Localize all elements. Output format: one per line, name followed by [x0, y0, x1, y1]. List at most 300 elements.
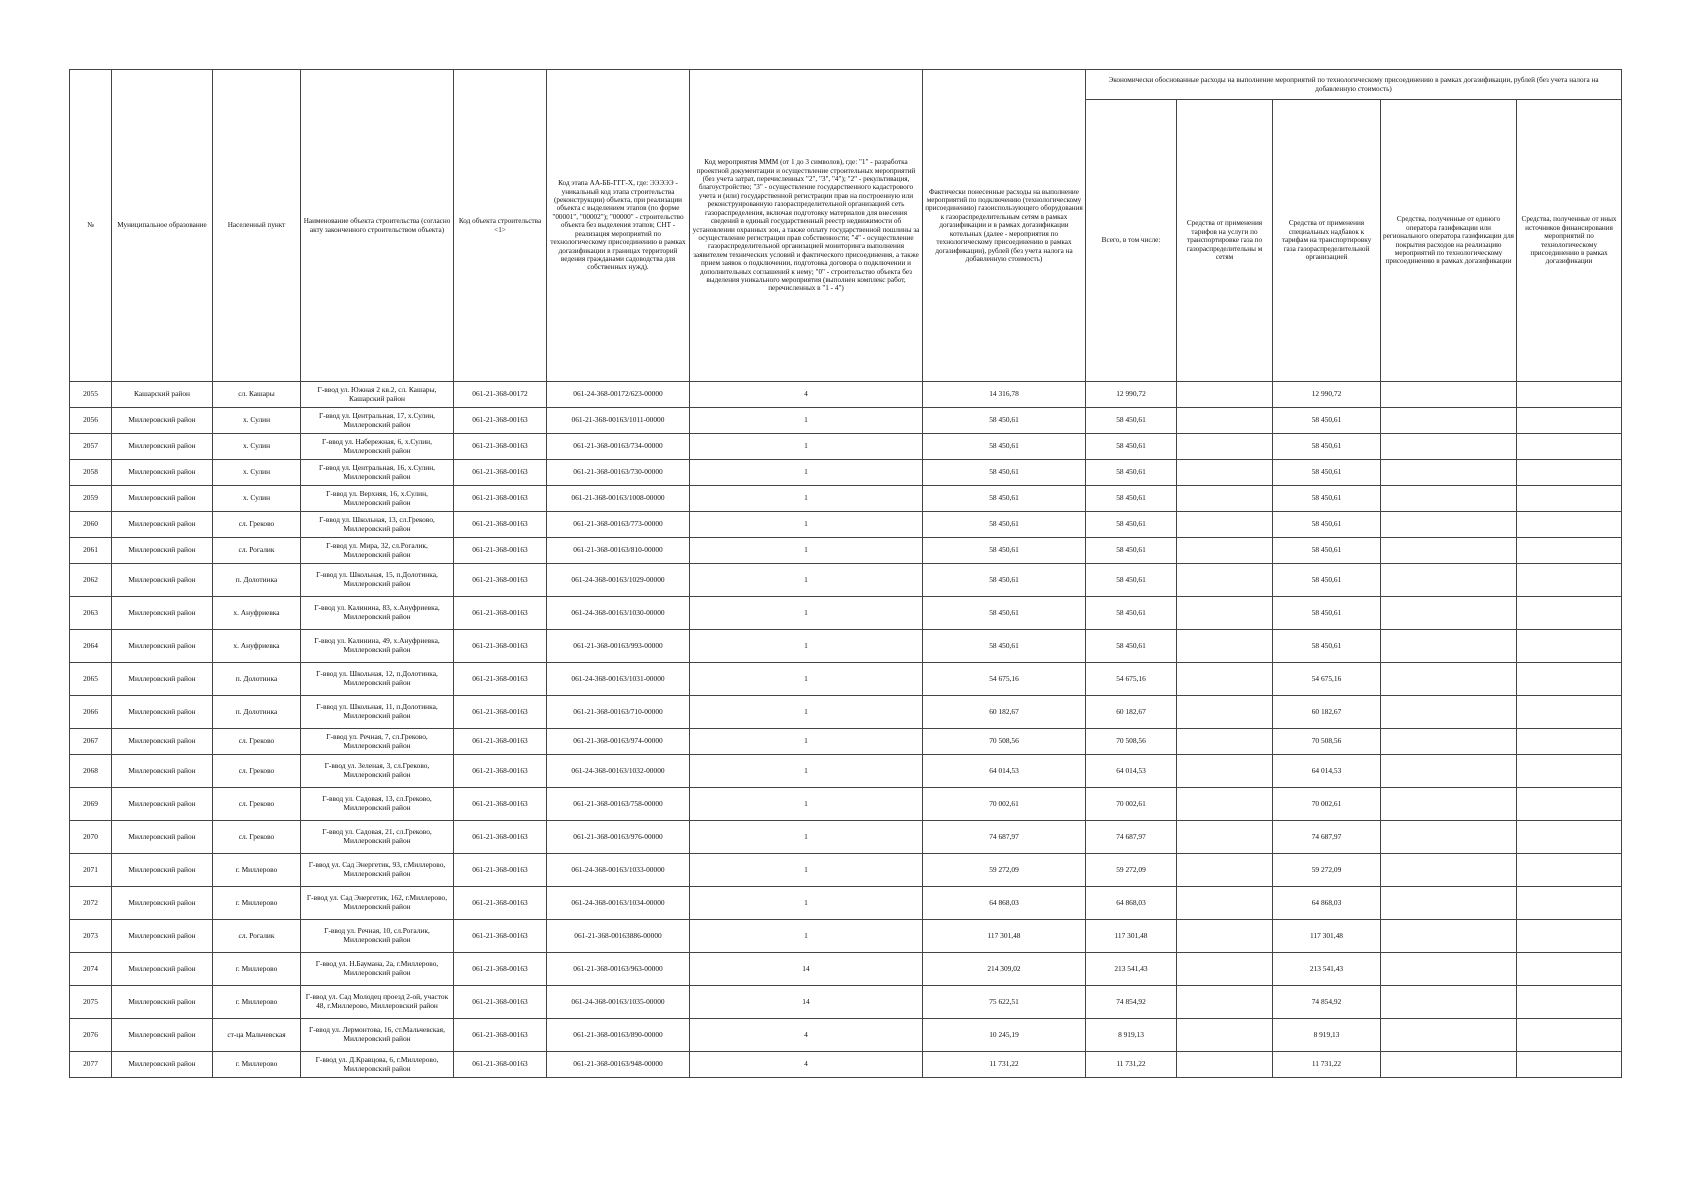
- cell-settlement: х. Сулин: [213, 408, 301, 434]
- cell-actual-expenses: 58 450,61: [923, 486, 1086, 512]
- cell-settlement: г. Миллерово: [213, 854, 301, 887]
- cell-activity-code: 1: [690, 512, 923, 538]
- cell-total: 74 687,97: [1086, 821, 1177, 854]
- cell-municipality: Миллеровский район: [112, 663, 213, 696]
- cell-tariff-funds: [1177, 460, 1273, 486]
- gasification-expenses-table: [69, 69, 1622, 1078]
- cell-object-code: 061-21-368-00163: [454, 408, 547, 434]
- cell-actual-expenses: 10 245,19: [923, 1019, 1086, 1052]
- cell-number: 2061: [70, 538, 112, 564]
- cell-tariff-funds: [1177, 953, 1273, 986]
- cell-number: 2070: [70, 821, 112, 854]
- cell-other-funds: [1517, 696, 1622, 729]
- cell-other-funds: [1517, 564, 1622, 597]
- cell-tariff-funds: [1177, 729, 1273, 755]
- cell-activity-code: 1: [690, 887, 923, 920]
- cell-total: 117 301,48: [1086, 920, 1177, 953]
- table-row: [70, 920, 1622, 953]
- cell-number: 2069: [70, 788, 112, 821]
- cell-municipality: Миллеровский район: [112, 1052, 213, 1078]
- table-row: [70, 887, 1622, 920]
- cell-tariff-funds: [1177, 1019, 1273, 1052]
- cell-actual-expenses: 58 450,61: [923, 408, 1086, 434]
- cell-total: 70 508,56: [1086, 729, 1177, 755]
- cell-actual-expenses: 58 450,61: [923, 460, 1086, 486]
- cell-surcharge-funds: 70 508,56: [1273, 729, 1381, 755]
- cell-total: 58 450,61: [1086, 630, 1177, 663]
- cell-total: 64 014,53: [1086, 755, 1177, 788]
- cell-actual-expenses: 58 450,61: [923, 564, 1086, 597]
- cell-surcharge-funds: 59 272,09: [1273, 854, 1381, 887]
- cell-object-name: Г-ввод ул. Садовая, 13, сл.Греково, Миллеровский район: [301, 788, 454, 821]
- cell-object-name: Г-ввод ул. Сад Молодец проезд 2-ой, участок 48, г.Миллерово, Миллеровский район: [301, 986, 454, 1019]
- cell-number: 2055: [70, 382, 112, 408]
- cell-object-name: Г-ввод ул. Сад Энергетик, 162, г.Миллерово, Миллеровский район: [301, 887, 454, 920]
- cell-activity-code: 1: [690, 538, 923, 564]
- cell-settlement: сл. Греково: [213, 821, 301, 854]
- cell-activity-code: 1: [690, 663, 923, 696]
- cell-stage-code: 061-21-368-00163/948-00000: [547, 1052, 690, 1078]
- cell-number: 2062: [70, 564, 112, 597]
- cell-settlement: х. Ануфриевка: [213, 630, 301, 663]
- cell-tariff-funds: [1177, 564, 1273, 597]
- cell-operator-funds: [1381, 630, 1517, 663]
- cell-number: 2072: [70, 887, 112, 920]
- cell-object-code: 061-21-368-00163: [454, 1019, 547, 1052]
- cell-operator-funds: [1381, 887, 1517, 920]
- cell-object-name: Г-ввод ул. Зеленая, 3, сл.Греково, Миллеровский район: [301, 755, 454, 788]
- header-operator-funds: Средства, полученные от единого оператора газификации или регионального оператора газификации для покрытия расходов на реализацию мероприятий по технологическому присоединению в рамках догазификации: [1381, 100, 1517, 382]
- cell-object-code: 061-21-368-00163: [454, 953, 547, 986]
- cell-municipality: Миллеровский район: [112, 564, 213, 597]
- cell-operator-funds: [1381, 460, 1517, 486]
- cell-total: 58 450,61: [1086, 564, 1177, 597]
- cell-other-funds: [1517, 788, 1622, 821]
- table-row: [70, 755, 1622, 788]
- cell-actual-expenses: 58 450,61: [923, 538, 1086, 564]
- cell-tariff-funds: [1177, 663, 1273, 696]
- cell-object-code: 061-21-368-00163: [454, 486, 547, 512]
- cell-total: 54 675,16: [1086, 663, 1177, 696]
- cell-tariff-funds: [1177, 854, 1273, 887]
- cell-total: 11 731,22: [1086, 1052, 1177, 1078]
- cell-object-code: 061-21-368-00163: [454, 986, 547, 1019]
- cell-settlement: ст-ца Мальчевская: [213, 1019, 301, 1052]
- cell-number: 2063: [70, 597, 112, 630]
- cell-activity-code: 1: [690, 564, 923, 597]
- cell-municipality: Миллеровский район: [112, 538, 213, 564]
- header-settlement: Населенный пункт: [213, 70, 301, 382]
- cell-surcharge-funds: 64 868,03: [1273, 887, 1381, 920]
- cell-object-code: 061-21-368-00163: [454, 512, 547, 538]
- cell-stage-code: 061-24-368-00163/1034-00000: [547, 887, 690, 920]
- cell-municipality: Миллеровский район: [112, 887, 213, 920]
- cell-object-name: Г-ввод ул. Школьная, 12, п.Долотинка, Миллеровский район: [301, 663, 454, 696]
- cell-municipality: Миллеровский район: [112, 630, 213, 663]
- cell-tariff-funds: [1177, 887, 1273, 920]
- cell-municipality: Миллеровский район: [112, 696, 213, 729]
- cell-stage-code: 061-21-368-00163/974-00000: [547, 729, 690, 755]
- cell-settlement: сл. Рогалик: [213, 920, 301, 953]
- cell-actual-expenses: 58 450,61: [923, 434, 1086, 460]
- cell-operator-funds: [1381, 486, 1517, 512]
- cell-total: 58 450,61: [1086, 512, 1177, 538]
- cell-number: 2071: [70, 854, 112, 887]
- cell-number: 2073: [70, 920, 112, 953]
- cell-operator-funds: [1381, 564, 1517, 597]
- table-row: [70, 486, 1622, 512]
- cell-operator-funds: [1381, 382, 1517, 408]
- cell-stage-code: 061-21-368-00163/1011-00000: [547, 408, 690, 434]
- table-row: [70, 696, 1622, 729]
- cell-total: 58 450,61: [1086, 408, 1177, 434]
- cell-number: 2065: [70, 663, 112, 696]
- cell-municipality: Миллеровский район: [112, 953, 213, 986]
- cell-other-funds: [1517, 460, 1622, 486]
- cell-actual-expenses: 64 014,53: [923, 755, 1086, 788]
- cell-municipality: Миллеровский район: [112, 1019, 213, 1052]
- cell-activity-code: 14: [690, 986, 923, 1019]
- table-row: [70, 788, 1622, 821]
- cell-object-code: 061-21-368-00163: [454, 821, 547, 854]
- cell-settlement: х. Ануфриевка: [213, 597, 301, 630]
- cell-other-funds: [1517, 538, 1622, 564]
- cell-settlement: сл. Рогалик: [213, 538, 301, 564]
- cell-object-code: 061-21-368-00163: [454, 920, 547, 953]
- cell-activity-code: 1: [690, 597, 923, 630]
- cell-number: 2064: [70, 630, 112, 663]
- cell-operator-funds: [1381, 788, 1517, 821]
- cell-surcharge-funds: 54 675,16: [1273, 663, 1381, 696]
- cell-settlement: х. Сулин: [213, 486, 301, 512]
- cell-activity-code: 1: [690, 854, 923, 887]
- table-row: [70, 538, 1622, 564]
- table-row: [70, 986, 1622, 1019]
- cell-stage-code: 061-24-368-00163/1030-00000: [547, 597, 690, 630]
- cell-operator-funds: [1381, 663, 1517, 696]
- cell-settlement: сл. Греково: [213, 755, 301, 788]
- header-number: №: [70, 70, 112, 382]
- cell-object-code: 061-21-368-00163: [454, 755, 547, 788]
- cell-operator-funds: [1381, 729, 1517, 755]
- cell-stage-code: 061-21-368-00163/710-00000: [547, 696, 690, 729]
- cell-other-funds: [1517, 382, 1622, 408]
- cell-activity-code: 1: [690, 434, 923, 460]
- cell-municipality: Миллеровский район: [112, 434, 213, 460]
- cell-total: 213 541,43: [1086, 953, 1177, 986]
- cell-stage-code: 061-24-368-00163/1035-00000: [547, 986, 690, 1019]
- cell-actual-expenses: 14 316,78: [923, 382, 1086, 408]
- cell-other-funds: [1517, 755, 1622, 788]
- cell-settlement: г. Миллерово: [213, 887, 301, 920]
- cell-activity-code: 1: [690, 755, 923, 788]
- cell-municipality: Миллеровский район: [112, 512, 213, 538]
- cell-number: 2060: [70, 512, 112, 538]
- cell-surcharge-funds: 11 731,22: [1273, 1052, 1381, 1078]
- cell-object-name: Г-ввод ул. Сад Энергетик, 93, г.Миллерово, Миллеровский район: [301, 854, 454, 887]
- cell-settlement: г. Миллерово: [213, 1052, 301, 1078]
- cell-stage-code: 061-21-368-00163886-00000: [547, 920, 690, 953]
- cell-other-funds: [1517, 486, 1622, 512]
- cell-actual-expenses: 70 508,56: [923, 729, 1086, 755]
- cell-actual-expenses: 60 182,67: [923, 696, 1086, 729]
- cell-activity-code: 1: [690, 460, 923, 486]
- cell-object-code: 061-21-368-00163: [454, 434, 547, 460]
- cell-object-code: 061-21-368-00163: [454, 564, 547, 597]
- cell-tariff-funds: [1177, 486, 1273, 512]
- cell-surcharge-funds: 117 301,48: [1273, 920, 1381, 953]
- cell-settlement: г. Миллерово: [213, 953, 301, 986]
- cell-other-funds: [1517, 887, 1622, 920]
- cell-other-funds: [1517, 512, 1622, 538]
- cell-total: 58 450,61: [1086, 538, 1177, 564]
- cell-surcharge-funds: 74 854,92: [1273, 986, 1381, 1019]
- cell-surcharge-funds: 12 990,72: [1273, 382, 1381, 408]
- cell-object-code: 061-21-368-00163: [454, 696, 547, 729]
- cell-stage-code: 061-21-368-00163/963-00000: [547, 953, 690, 986]
- cell-number: 2058: [70, 460, 112, 486]
- cell-actual-expenses: 58 450,61: [923, 630, 1086, 663]
- cell-object-name: Г-ввод ул. Н.Баумана, 2а, г.Миллерово, Миллеровский район: [301, 953, 454, 986]
- cell-other-funds: [1517, 821, 1622, 854]
- cell-stage-code: 061-21-368-00163/730-00000: [547, 460, 690, 486]
- table-body: [70, 382, 1622, 1078]
- cell-other-funds: [1517, 663, 1622, 696]
- cell-municipality: Миллеровский район: [112, 729, 213, 755]
- cell-stage-code: 061-21-368-00163/1008-00000: [547, 486, 690, 512]
- cell-municipality: Миллеровский район: [112, 755, 213, 788]
- cell-surcharge-funds: 74 687,97: [1273, 821, 1381, 854]
- table-row: [70, 821, 1622, 854]
- cell-activity-code: 4: [690, 1052, 923, 1078]
- cell-number: 2068: [70, 755, 112, 788]
- header-actual-expenses: Фактически понесенные расходы на выполнение мероприятий по подключению (технологическому присоединению) газоиспользующего оборудования к газораспределительным сетям в рамках догазификации и в рамках догазификации котельных (далее - мероприятия по технологическому присоединению в рамках догазификации), рублей (без учета налога на добавленную стоимость): [923, 70, 1086, 382]
- cell-total: 60 182,67: [1086, 696, 1177, 729]
- cell-settlement: п. Долотинка: [213, 564, 301, 597]
- cell-operator-funds: [1381, 1019, 1517, 1052]
- cell-total: 64 868,03: [1086, 887, 1177, 920]
- cell-object-code: 061-21-368-00163: [454, 788, 547, 821]
- cell-actual-expenses: 58 450,61: [923, 597, 1086, 630]
- cell-activity-code: 4: [690, 1019, 923, 1052]
- cell-activity-code: 4: [690, 382, 923, 408]
- cell-municipality: Миллеровский район: [112, 408, 213, 434]
- header-surcharge-funds: Средства от применения специальных надбавок к тарифам на транспортировку газа газораспределительной организацией: [1273, 100, 1381, 382]
- table-row: [70, 1019, 1622, 1052]
- cell-object-name: Г-ввод ул. Мира, 32, сл.Рогалик, Миллеровский район: [301, 538, 454, 564]
- cell-stage-code: 061-21-368-00163/758-00000: [547, 788, 690, 821]
- cell-stage-code: 061-24-368-00163/1033-00000: [547, 854, 690, 887]
- cell-object-code: 061-21-368-00163: [454, 630, 547, 663]
- cell-settlement: сл. Кашары: [213, 382, 301, 408]
- cell-tariff-funds: [1177, 538, 1273, 564]
- cell-actual-expenses: 64 868,03: [923, 887, 1086, 920]
- cell-surcharge-funds: 58 450,61: [1273, 408, 1381, 434]
- cell-surcharge-funds: 70 002,61: [1273, 788, 1381, 821]
- cell-other-funds: [1517, 920, 1622, 953]
- cell-object-code: 061-21-368-00163: [454, 729, 547, 755]
- cell-municipality: Миллеровский район: [112, 460, 213, 486]
- cell-object-name: Г-ввод ул. Набережная, 6, х.Сулин, Миллеровский район: [301, 434, 454, 460]
- cell-actual-expenses: 59 272,09: [923, 854, 1086, 887]
- cell-total: 74 854,92: [1086, 986, 1177, 1019]
- cell-number: 2066: [70, 696, 112, 729]
- cell-operator-funds: [1381, 920, 1517, 953]
- cell-municipality: Миллеровский район: [112, 920, 213, 953]
- cell-total: 8 919,13: [1086, 1019, 1177, 1052]
- cell-operator-funds: [1381, 1052, 1517, 1078]
- cell-activity-code: 1: [690, 821, 923, 854]
- cell-settlement: х. Сулин: [213, 460, 301, 486]
- header-object-name: Наименование объекта строительства (согласно акту законченного строительством объекта): [301, 70, 454, 382]
- cell-settlement: п. Долотинка: [213, 696, 301, 729]
- cell-tariff-funds: [1177, 821, 1273, 854]
- cell-operator-funds: [1381, 434, 1517, 460]
- cell-settlement: сл. Греково: [213, 512, 301, 538]
- cell-total: 58 450,61: [1086, 460, 1177, 486]
- cell-other-funds: [1517, 1052, 1622, 1078]
- cell-object-code: 061-21-368-00163: [454, 887, 547, 920]
- cell-other-funds: [1517, 408, 1622, 434]
- table-row: [70, 854, 1622, 887]
- table-row: [70, 512, 1622, 538]
- cell-other-funds: [1517, 1019, 1622, 1052]
- cell-object-name: Г-ввод ул. Речная, 10, сл.Рогалик, Миллеровский район: [301, 920, 454, 953]
- cell-tariff-funds: [1177, 920, 1273, 953]
- cell-operator-funds: [1381, 986, 1517, 1019]
- cell-actual-expenses: 75 622,51: [923, 986, 1086, 1019]
- cell-other-funds: [1517, 597, 1622, 630]
- cell-number: 2059: [70, 486, 112, 512]
- table-row: [70, 1052, 1622, 1078]
- table-row: [70, 663, 1622, 696]
- cell-tariff-funds: [1177, 630, 1273, 663]
- cell-settlement: сл. Греково: [213, 729, 301, 755]
- cell-total: 59 272,09: [1086, 854, 1177, 887]
- cell-surcharge-funds: 58 450,61: [1273, 486, 1381, 512]
- cell-surcharge-funds: 58 450,61: [1273, 434, 1381, 460]
- cell-operator-funds: [1381, 696, 1517, 729]
- cell-object-code: 061-21-368-00163: [454, 1052, 547, 1078]
- header-other-funds: Средства, полученные от иных источников финансирования мероприятий по технологическому присоединению в рамках догазификации: [1517, 100, 1622, 382]
- cell-surcharge-funds: 58 450,61: [1273, 597, 1381, 630]
- cell-stage-code: 061-21-368-00163/773-00000: [547, 512, 690, 538]
- cell-object-code: 061-21-368-00172: [454, 382, 547, 408]
- cell-number: 2075: [70, 986, 112, 1019]
- header-activity-code: Код мероприятия МММ (от 1 до 3 символов), где: "1" - разработка проектной документации и осуществление строительных мероприятий (без учета затрат, перечисленных "2", "3", "4"); "2" - рекультивация, благоустройство; "3" - осуществление государственного кадастрового учета и (или) государственной регистрации прав на построенную или реконструированную газораспределительной организацией сеть газораспределения, включая подготовку материалов для внесения сведений в единый государственный реестр недвижимости об установлении охранных зон, а также оплату государственной пошлины за осуществление регистрации прав собственности; "4" - осуществление газораспределительной организацией мониторинга выполнения заявителем технических условий и фактического присоединения, а также прием заявок о подключении, подготовка договора о подключении и дополнительных соглашений к нему; "0" - строительство объекта без выделения уникального мероприятия (выполнен комплекс работ, перечисленных в "1 - 4"): [690, 70, 923, 382]
- cell-stage-code: 061-21-368-00163/993-00000: [547, 630, 690, 663]
- cell-activity-code: 14: [690, 953, 923, 986]
- cell-object-name: Г-ввод ул. Калинина, 83, х.Ануфриевка, Миллеровский район: [301, 597, 454, 630]
- cell-municipality: Кашарский район: [112, 382, 213, 408]
- table-row: [70, 630, 1622, 663]
- cell-activity-code: 1: [690, 696, 923, 729]
- cell-number: 2076: [70, 1019, 112, 1052]
- cell-tariff-funds: [1177, 434, 1273, 460]
- header-object-code: Код объекта строительства <1>: [454, 70, 547, 382]
- cell-object-code: 061-21-368-00163: [454, 460, 547, 486]
- cell-surcharge-funds: 58 450,61: [1273, 460, 1381, 486]
- cell-activity-code: 1: [690, 920, 923, 953]
- cell-operator-funds: [1381, 512, 1517, 538]
- cell-other-funds: [1517, 953, 1622, 986]
- cell-tariff-funds: [1177, 986, 1273, 1019]
- cell-object-name: Г-ввод ул. Садовая, 21, сл.Греково, Миллеровский район: [301, 821, 454, 854]
- header-tariff-funds: Средства от применения тарифов на услуги по транспортировке газа по газораспределительны м сетям: [1177, 100, 1273, 382]
- cell-municipality: Миллеровский район: [112, 486, 213, 512]
- cell-object-code: 061-21-368-00163: [454, 538, 547, 564]
- cell-municipality: Миллеровский район: [112, 597, 213, 630]
- cell-operator-funds: [1381, 854, 1517, 887]
- cell-municipality: Миллеровский район: [112, 821, 213, 854]
- cell-number: 2056: [70, 408, 112, 434]
- cell-other-funds: [1517, 729, 1622, 755]
- cell-settlement: п. Долотинка: [213, 663, 301, 696]
- cell-tariff-funds: [1177, 597, 1273, 630]
- cell-municipality: Миллеровский район: [112, 788, 213, 821]
- cell-stage-code: 061-24-368-00163/1029-00000: [547, 564, 690, 597]
- cell-total: 12 990,72: [1086, 382, 1177, 408]
- cell-number: 2077: [70, 1052, 112, 1078]
- cell-object-name: Г-ввод ул. Калинина, 49, х.Ануфриевка, Миллеровский район: [301, 630, 454, 663]
- cell-stage-code: 061-21-368-00163/976-00000: [547, 821, 690, 854]
- cell-object-name: Г-ввод ул. Центральная, 16, х.Сулин, Миллеровский район: [301, 460, 454, 486]
- cell-object-name: Г-ввод ул. Верхняя, 16, х.Сулин, Миллеровский район: [301, 486, 454, 512]
- header-total: Всего, в том числе:: [1086, 100, 1177, 382]
- cell-object-name: Г-ввод ул. Школьная, 11, п.Долотинка, Миллеровский район: [301, 696, 454, 729]
- cell-surcharge-funds: 60 182,67: [1273, 696, 1381, 729]
- cell-surcharge-funds: 58 450,61: [1273, 538, 1381, 564]
- cell-object-name: Г-ввод ул. Д.Кравцова, 6, г.Миллерово, Миллеровский район: [301, 1052, 454, 1078]
- cell-actual-expenses: 58 450,61: [923, 512, 1086, 538]
- cell-settlement: сл. Греково: [213, 788, 301, 821]
- table-header: [70, 70, 1622, 382]
- cell-municipality: Миллеровский район: [112, 854, 213, 887]
- cell-operator-funds: [1381, 755, 1517, 788]
- cell-tariff-funds: [1177, 755, 1273, 788]
- cell-surcharge-funds: 58 450,61: [1273, 564, 1381, 597]
- cell-settlement: г. Миллерово: [213, 986, 301, 1019]
- cell-number: 2067: [70, 729, 112, 755]
- cell-operator-funds: [1381, 821, 1517, 854]
- cell-tariff-funds: [1177, 408, 1273, 434]
- cell-actual-expenses: 214 309,02: [923, 953, 1086, 986]
- cell-operator-funds: [1381, 538, 1517, 564]
- cell-stage-code: 061-24-368-00163/1032-00000: [547, 755, 690, 788]
- cell-object-name: Г-ввод ул. Школьная, 13, сл.Греково, Миллеровский район: [301, 512, 454, 538]
- cell-tariff-funds: [1177, 382, 1273, 408]
- cell-surcharge-funds: 213 541,43: [1273, 953, 1381, 986]
- cell-actual-expenses: 54 675,16: [923, 663, 1086, 696]
- cell-settlement: х. Сулин: [213, 434, 301, 460]
- cell-tariff-funds: [1177, 1052, 1273, 1078]
- cell-activity-code: 1: [690, 486, 923, 512]
- cell-total: 58 450,61: [1086, 597, 1177, 630]
- cell-surcharge-funds: 58 450,61: [1273, 630, 1381, 663]
- table-row: [70, 564, 1622, 597]
- table-row: [70, 434, 1622, 460]
- table-row: [70, 729, 1622, 755]
- cell-other-funds: [1517, 854, 1622, 887]
- cell-object-code: 061-21-368-00163: [454, 854, 547, 887]
- cell-municipality: Миллеровский район: [112, 986, 213, 1019]
- cell-total: 70 002,61: [1086, 788, 1177, 821]
- cell-total: 58 450,61: [1086, 434, 1177, 460]
- cell-stage-code: 061-21-368-00163/890-00000: [547, 1019, 690, 1052]
- header-stage-code: Код этапа АА-ББ-ГГГ-Х, где: ЭЭЭЭЭ - уникальный код этапа строительства (реконструкции) объекта, при реализации объекта с выделением этапов (по форме "00001", "00002"); "00000" - строительство объекта без выделения этапов; СНТ - реализация мероприятий по технологическому присоединению в рамках догазификации в границах территорий ведения гражданами садоводства для собственных нужд).: [547, 70, 690, 382]
- cell-stage-code: 061-24-368-00172/623-00000: [547, 382, 690, 408]
- cell-object-name: Г-ввод ул. Южная 2 кв.2, сл. Кашары, Кашарский район: [301, 382, 454, 408]
